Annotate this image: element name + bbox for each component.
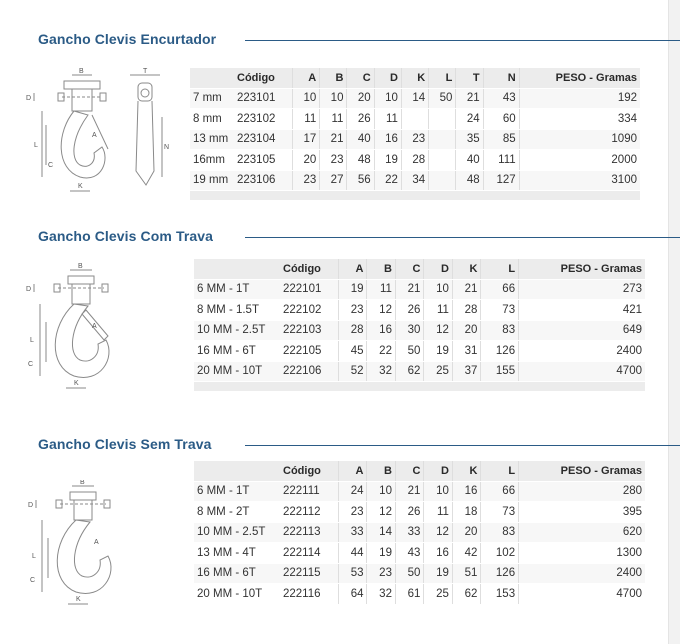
- col-header: [194, 461, 280, 481]
- cell-b: 12: [367, 502, 395, 523]
- row-code: 222105: [280, 341, 339, 362]
- col-header: C: [395, 259, 423, 279]
- cell-n: 43: [483, 88, 519, 109]
- row-code: 222102: [280, 300, 339, 321]
- cell-t: 21: [456, 88, 483, 109]
- row-size: 16 MM - 6T: [194, 563, 280, 584]
- cell-c: 43: [395, 543, 423, 564]
- table-row: [194, 502, 645, 523]
- col-header: B: [367, 461, 395, 481]
- cell-l: 66: [481, 481, 519, 502]
- cell-d: 12: [424, 522, 452, 543]
- hook-drawing-sem-trava: [22, 480, 152, 612]
- cell-l: 155: [481, 361, 519, 382]
- dim-label-c: C: [28, 361, 34, 368]
- cell-l: 126: [481, 563, 519, 584]
- dim-label-l: L: [32, 553, 36, 560]
- cell-c: 20: [347, 88, 374, 109]
- table-row: [194, 320, 645, 341]
- cell-b: 14: [367, 522, 395, 543]
- col-header: K: [452, 461, 480, 481]
- cell-l: 153: [481, 584, 519, 605]
- cell-b: 22: [367, 341, 395, 362]
- cell-n: 111: [483, 150, 519, 171]
- cell-peso: 649: [519, 320, 645, 341]
- cell-c: 30: [395, 320, 423, 341]
- row-size: 10 MM - 2.5T: [194, 320, 280, 341]
- cell-k: 28: [401, 150, 428, 171]
- dim-label-b: B: [80, 480, 85, 486]
- cell-peso: 192: [519, 88, 640, 109]
- row-code: 223104: [234, 129, 293, 150]
- row-code: 223102: [234, 109, 293, 130]
- row-size: 8 MM - 2T: [194, 502, 280, 523]
- row-size: 6 MM - 1T: [194, 279, 280, 300]
- hook-drawing-encurtador: [22, 67, 182, 197]
- cell-k: 20: [452, 522, 480, 543]
- col-header: A: [339, 259, 367, 279]
- cell-a: 23: [339, 502, 367, 523]
- cell-t: 40: [456, 150, 483, 171]
- cell-d: 19: [374, 150, 401, 171]
- cell-c: 61: [395, 584, 423, 605]
- col-header: L: [429, 68, 456, 88]
- cell-peso: 280: [519, 481, 645, 502]
- cell-c: 48: [347, 150, 374, 171]
- row-size: 13 mm: [190, 129, 234, 150]
- cell-k: 31: [452, 341, 480, 362]
- table-row: [190, 170, 640, 191]
- cell-k: 20: [452, 320, 480, 341]
- row-code: 223101: [234, 88, 293, 109]
- dim-label-c: C: [48, 162, 54, 169]
- row-code: 222112: [280, 502, 339, 523]
- cell-a: 45: [339, 341, 367, 362]
- cell-b: 10: [367, 481, 395, 502]
- cell-d: 16: [424, 543, 452, 564]
- dim-label-d: D: [28, 502, 34, 509]
- cell-l: 66: [481, 279, 519, 300]
- table-row: [194, 563, 645, 584]
- cell-c: 26: [395, 300, 423, 321]
- cell-t: 35: [456, 129, 483, 150]
- cell-l: 126: [481, 341, 519, 362]
- cell-d: 22: [374, 170, 401, 191]
- col-header: D: [424, 259, 452, 279]
- dim-label-d: D: [26, 286, 32, 293]
- cell-peso: 421: [519, 300, 645, 321]
- table-row: [190, 88, 640, 109]
- row-size: 19 mm: [190, 170, 234, 191]
- cell-l: 102: [481, 543, 519, 564]
- row-code: 222103: [280, 320, 339, 341]
- table-row: [194, 481, 645, 502]
- cell-a: 28: [339, 320, 367, 341]
- row-size: 10 MM - 2.5T: [194, 522, 280, 543]
- cell-k: 18: [452, 502, 480, 523]
- cell-k: 16: [452, 481, 480, 502]
- cell-peso: 1090: [519, 129, 640, 150]
- col-header: Código: [280, 461, 339, 481]
- cell-k: 14: [401, 88, 428, 109]
- cell-c: 62: [395, 361, 423, 382]
- cell-t: 24: [456, 109, 483, 130]
- row-size: 6 MM - 1T: [194, 481, 280, 502]
- cell-b: 11: [320, 109, 347, 130]
- row-size: 16mm: [190, 150, 234, 171]
- cell-c: 50: [395, 563, 423, 584]
- cell-d: 10: [424, 279, 452, 300]
- cell-c: 56: [347, 170, 374, 191]
- cell-b: 11: [367, 279, 395, 300]
- cell-c: 26: [347, 109, 374, 130]
- col-header: PESO - Gramas: [519, 259, 645, 279]
- row-size: 20 MM - 10T: [194, 584, 280, 605]
- cell-l: 73: [481, 502, 519, 523]
- cell-d: 25: [424, 361, 452, 382]
- cell-k: 62: [452, 584, 480, 605]
- table-row: [194, 522, 645, 543]
- table-row: [194, 584, 645, 605]
- cell-a: 17: [293, 129, 320, 150]
- dim-label-a: A: [92, 323, 97, 330]
- row-code: 222106: [280, 361, 339, 382]
- cell-d: 11: [374, 109, 401, 130]
- table-row: [190, 150, 640, 171]
- cell-b: 23: [320, 150, 347, 171]
- cell-d: 19: [424, 341, 452, 362]
- cell-k: 34: [401, 170, 428, 191]
- row-code: 222116: [280, 584, 339, 605]
- cell-d: 10: [424, 481, 452, 502]
- row-size: 16 MM - 6T: [194, 341, 280, 362]
- table-row: [190, 129, 640, 150]
- cell-k: 23: [401, 129, 428, 150]
- cell-a: 20: [293, 150, 320, 171]
- cell-b: 21: [320, 129, 347, 150]
- dim-label-d: D: [26, 95, 32, 102]
- row-code: 223106: [234, 170, 293, 191]
- row-code: 222114: [280, 543, 339, 564]
- cell-a: 52: [339, 361, 367, 382]
- row-code: 222101: [280, 279, 339, 300]
- row-size: 7 mm: [190, 88, 234, 109]
- cell-peso: 2000: [519, 150, 640, 171]
- dim-label-l: L: [30, 337, 34, 344]
- dim-label-a: A: [94, 539, 99, 546]
- cell-d: 19: [424, 563, 452, 584]
- cell-k: 21: [452, 279, 480, 300]
- col-header: PESO - Gramas: [519, 461, 645, 481]
- row-size: 8 mm: [190, 109, 234, 130]
- cell-d: 10: [374, 88, 401, 109]
- cell-l: [429, 129, 456, 150]
- cell-d: 11: [424, 300, 452, 321]
- col-header: A: [293, 68, 320, 88]
- cell-l: [429, 109, 456, 130]
- col-header: C: [347, 68, 374, 88]
- spec-table-encurtador: [190, 68, 640, 201]
- col-header: D: [374, 68, 401, 88]
- cell-peso: 620: [519, 522, 645, 543]
- cell-b: 23: [367, 563, 395, 584]
- col-header: A: [339, 461, 367, 481]
- table-row: [194, 279, 645, 300]
- cell-k: 51: [452, 563, 480, 584]
- col-header: D: [424, 461, 452, 481]
- cell-c: 50: [395, 341, 423, 362]
- cell-n: 60: [483, 109, 519, 130]
- cell-peso: 2400: [519, 341, 645, 362]
- dim-label-k: K: [74, 380, 79, 387]
- cell-a: 64: [339, 584, 367, 605]
- cell-n: 85: [483, 129, 519, 150]
- right-frame-border: [668, 0, 680, 644]
- title-rule: [245, 237, 680, 238]
- col-header: Código: [234, 68, 293, 88]
- row-size: 13 MM - 4T: [194, 543, 280, 564]
- cell-peso: 1300: [519, 543, 645, 564]
- row-code: 222111: [280, 481, 339, 502]
- cell-b: 19: [367, 543, 395, 564]
- cell-peso: 273: [519, 279, 645, 300]
- col-header: T: [456, 68, 483, 88]
- cell-l: [429, 170, 456, 191]
- cell-k: 37: [452, 361, 480, 382]
- cell-b: 16: [367, 320, 395, 341]
- cell-peso: 4700: [519, 361, 645, 382]
- cell-l: 50: [429, 88, 456, 109]
- cell-l: 73: [481, 300, 519, 321]
- cell-a: 11: [293, 109, 320, 130]
- cell-d: 12: [424, 320, 452, 341]
- dim-label-c: C: [30, 577, 36, 584]
- table-row: [194, 543, 645, 564]
- dim-label-l: L: [34, 142, 38, 149]
- spec-table-com-trava: [194, 259, 645, 392]
- cell-t: 48: [456, 170, 483, 191]
- cell-peso: 4700: [519, 584, 645, 605]
- cell-b: 12: [367, 300, 395, 321]
- cell-peso: 2400: [519, 563, 645, 584]
- cell-d: 11: [424, 502, 452, 523]
- cell-peso: 395: [519, 502, 645, 523]
- cell-peso: 3100: [519, 170, 640, 191]
- dim-label-k: K: [76, 596, 81, 603]
- cell-d: 25: [424, 584, 452, 605]
- col-header: C: [395, 461, 423, 481]
- cell-a: 44: [339, 543, 367, 564]
- col-header: [194, 259, 280, 279]
- cell-peso: 334: [519, 109, 640, 130]
- dim-label-b: B: [79, 68, 84, 75]
- row-size: 20 MM - 10T: [194, 361, 280, 382]
- section-title: Gancho Clevis Com Trava: [38, 228, 214, 244]
- cell-a: 53: [339, 563, 367, 584]
- cell-l: [429, 150, 456, 171]
- dim-label-k: K: [78, 183, 83, 190]
- cell-a: 19: [339, 279, 367, 300]
- col-header: B: [367, 259, 395, 279]
- cell-a: 24: [339, 481, 367, 502]
- row-code: 222115: [280, 563, 339, 584]
- col-header: B: [320, 68, 347, 88]
- section-title: Gancho Clevis Sem Trava: [38, 436, 212, 452]
- col-header: PESO - Gramas: [519, 68, 640, 88]
- cell-c: 21: [395, 279, 423, 300]
- cell-l: 83: [481, 522, 519, 543]
- cell-n: 127: [483, 170, 519, 191]
- dim-label-a: A: [92, 132, 97, 139]
- cell-a: 23: [293, 170, 320, 191]
- cell-c: 40: [347, 129, 374, 150]
- spec-table-sem-trava: [194, 461, 645, 605]
- col-header: L: [481, 461, 519, 481]
- cell-c: 33: [395, 522, 423, 543]
- table-header-row: [194, 259, 645, 279]
- table-header-row: [194, 461, 645, 481]
- hook-drawing-com-trava: [20, 262, 150, 394]
- dim-label-t: T: [143, 68, 148, 75]
- col-header: N: [483, 68, 519, 88]
- cell-c: 21: [395, 481, 423, 502]
- cell-a: 33: [339, 522, 367, 543]
- col-header: [190, 68, 234, 88]
- dim-label-n: N: [164, 144, 170, 151]
- cell-k: 42: [452, 543, 480, 564]
- cell-b: 32: [367, 584, 395, 605]
- cell-a: 23: [339, 300, 367, 321]
- cell-k: [401, 109, 428, 130]
- row-size: 8 MM - 1.5T: [194, 300, 280, 321]
- cell-d: 16: [374, 129, 401, 150]
- dim-label-b: B: [78, 263, 83, 270]
- table-row: [194, 300, 645, 321]
- cell-b: 32: [367, 361, 395, 382]
- cell-b: 10: [320, 88, 347, 109]
- title-rule: [245, 445, 680, 446]
- col-header: K: [401, 68, 428, 88]
- col-header: K: [452, 259, 480, 279]
- table-row: [190, 109, 640, 130]
- table-row: [194, 341, 645, 362]
- table-header-row: [190, 68, 640, 88]
- col-header: L: [481, 259, 519, 279]
- col-header: Código: [280, 259, 339, 279]
- cell-a: 10: [293, 88, 320, 109]
- cell-k: 28: [452, 300, 480, 321]
- title-rule: [245, 40, 680, 41]
- cell-c: 26: [395, 502, 423, 523]
- section-title: Gancho Clevis Encurtador: [38, 31, 217, 47]
- cell-l: 83: [481, 320, 519, 341]
- cell-b: 27: [320, 170, 347, 191]
- table-row: [194, 361, 645, 382]
- row-code: 222113: [280, 522, 339, 543]
- row-code: 223105: [234, 150, 293, 171]
